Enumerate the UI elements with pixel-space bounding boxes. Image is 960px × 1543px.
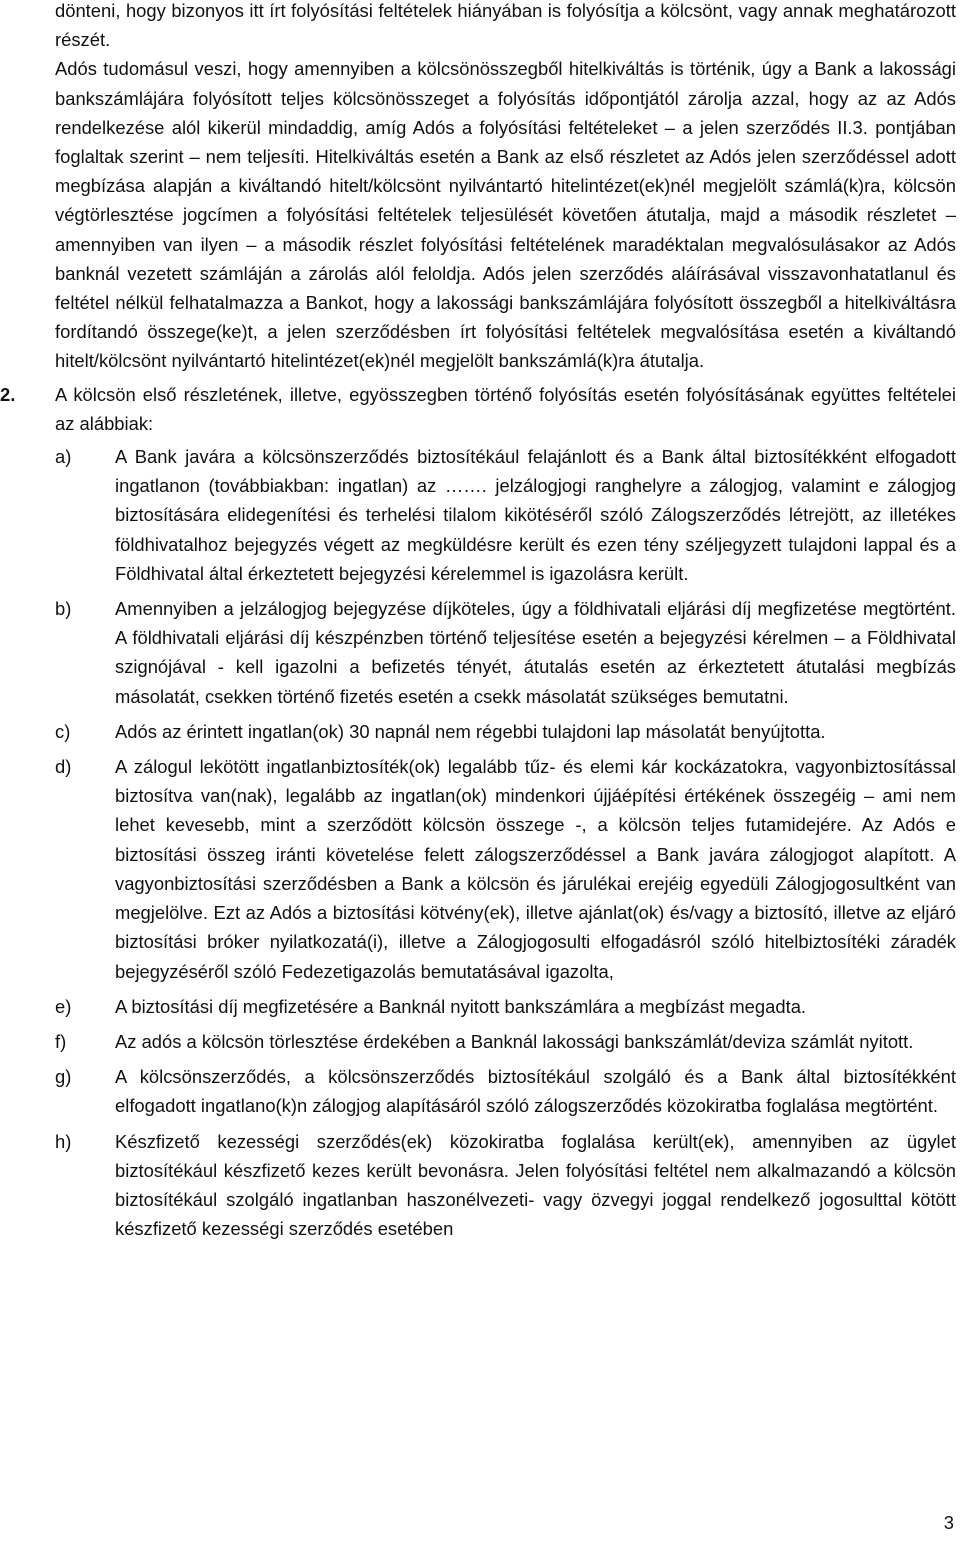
list-item-label: d) (55, 756, 72, 778)
list-item-label: h) (55, 1130, 72, 1152)
list-item-text: Adós az érintett ingatlan(ok) 30 napnál nem régebbi tulajdoni lap másolatát benyújtotta. (115, 720, 826, 742)
list-item-text: A kölcsönszerződés, a kölcsönszerződés biztosítékául szolgáló és a Bank által biztosítékként elfogadott ingatlano(k)n zálogjog alapításáról szóló zálogszerződés közokiratba foglalása megtörtént. (115, 1066, 956, 1117)
conditions-list (55, 442, 956, 1243)
list-item (55, 1127, 956, 1244)
list-item (55, 1062, 956, 1120)
list-item (55, 594, 956, 711)
list-item-text: A biztosítási díj megfizetésére a Banknál nyitott bankszámlára a megbízást megadta. (115, 995, 807, 1017)
list-item-label: e) (55, 995, 72, 1017)
list-item-text: Amennyiben a jelzálogjog bejegyzése díjköteles, úgy a földhivatali eljárási díj megfizetése megtörtént. A földhivatali eljárási díj készpénzben történő teljesítése esetén a bejegyzési kérelmen – a Földhivatal szignójával - kell igazolni a befizetés tényét, átutalás esetén az érkeztetett átutalási megbízás másolatát, csekken történő fizetés esetén a csekk másolatát szükséges bemutatni. (115, 598, 956, 707)
list-item-label: b) (55, 598, 72, 620)
page-number: 3 (943, 1512, 954, 1533)
list-item-label: a) (55, 446, 72, 468)
list-item (55, 752, 956, 986)
list-item-label: f) (55, 1030, 67, 1052)
list-item-label: g) (55, 1066, 72, 1088)
list-item (55, 1027, 956, 1056)
item-number: 2. (0, 383, 16, 405)
item-2-intro: A kölcsön első részletének, illetve, egyösszegben történő folyósítás esetén folyósításának együttes feltételei az alábbiak: (55, 383, 956, 434)
list-item (55, 717, 956, 746)
list-item (55, 992, 956, 1021)
list-item (55, 442, 956, 588)
list-item-text: A Bank javára a kölcsönszerződés biztosítékául felajánlott és a Bank által biztosítékként elfogadott ingatlanon (továbbiakban: ingatlan) az ……. jelzálogjogi ranghelyre a zálogjog, valamint e zálogjog biztosítására elidegenítési és terhelési tilalom kikötéséről szóló Zálogszerződés létrejött, az illetékes földhivatalhoz bejegyzés végett az megküldésre került és ezen tény széljegyzett tulajdoni lappal és a Földhivatal által érkeztetett bejegyzési kérelemmel is igazolásra került. (115, 446, 956, 584)
list-item-label: c) (55, 720, 71, 742)
paragraph-hitelkivaltas: Adós tudomásul veszi, hogy amennyiben a kölcsönösszegből hitelkiváltás is történik, úgy a Bank a lakossági bankszámlájára folyósított teljes kölcsönösszeget a folyósítás időpontjától zárolja azzal, hogy az az Adós rendelkezése alól kikerül mindaddig, amíg Adós a folyósítási feltételeket – a jelen szerződés II.3. pontjában foglaltak szerint – nem teljesíti. Hitelkiváltás esetén a Bank az első részletet az Adós jelen szerződéssel adott megbízása alapján a kiváltandó hitelt/kölcsönt nyilvántartó hitelintézet(ek)nél megjelölt számlá(k)ra, kölcsön végtörlesztése jogcímen a folyósítási feltételek teljesülését követően átutalja, majd a második részletet – amennyiben van ilyen – a második részlet folyósítási feltételének maradéktalan megvalósulásakor az Adós banknál vezetett számláján a zárolás alól feloldja. Adós jelen szerződés aláírásával visszavonhatatlanul és feltétel nélkül felhatalmazza a Bankot, hogy a lakossági bankszámlájára folyósított összegből a hitelkiváltásra fordítandó összege(ke)t, a jelen szerződésben írt folyósítási feltételek megvalósítása esetén a kiváltandó hitelt/kölcsönt nyilvántartó hitelintézet(ek)nél megjelölt bankszámlá(k)ra átutalja. (55, 58, 956, 372)
list-item-text: A zálogul lekötött ingatlanbiztosíték(ok) legalább tűz- és elemi kár kockázatokra, vagyonbiztosítással biztosítva van(nak), legalább az ingatlan(ok) mindenkori újjáépítési értékének összegéig – ami nem lehet kevesebb, mint a szerződött kölcsön összege -, a kölcsön teljes futamidejére. Az Adós e biztosítási összeg iránti követelése felett zálogszerződéssel a Bank javára zálogjogot alapított. A vagyonbiztosítási szerződésben a Bank a kölcsön és járulékai erejéig egyedüli Zálogjogosultként van megjelölve. Ezt az Adós a biztosítási kötvény(ek), illetve ajánlat(ok) és/vagy a biztosító, illetve az eljáró biztosítási bróker nyilatkozatá(i), illetve a Zálogjogosulti elfogadásról szóló hitelbiztosítéki záradék bejegyzéséről szóló Fedezetigazolás bemutatásával igazolta, (115, 756, 956, 982)
list-item-text: Készfizető kezességi szerződés(ek) közokiratba foglalása került(ek), amennyiben az ügylet biztosítékául készfizető kezes került bevonásra. Jelen folyósítási feltétel nem alkalmazandó a kölcsön biztosítékául szolgáló ingatlanban haszonélvezeti- vagy özvegyi joggal rendelkező jogosulttal kötött készfizető kezességi szerződés esetében (115, 1130, 956, 1240)
list-item-text: Az adós a kölcsön törlesztése érdekében a Banknál lakossági bankszámlát/deviza számlát nyitott. (115, 1030, 914, 1052)
paragraph-continuation: dönteni, hogy bizonyos itt írt folyósítási feltételek hiányában is folyósítja a kölcsönt, vagy annak meghatározott részét. (55, 0, 956, 51)
section-item-2 (0, 380, 956, 1244)
